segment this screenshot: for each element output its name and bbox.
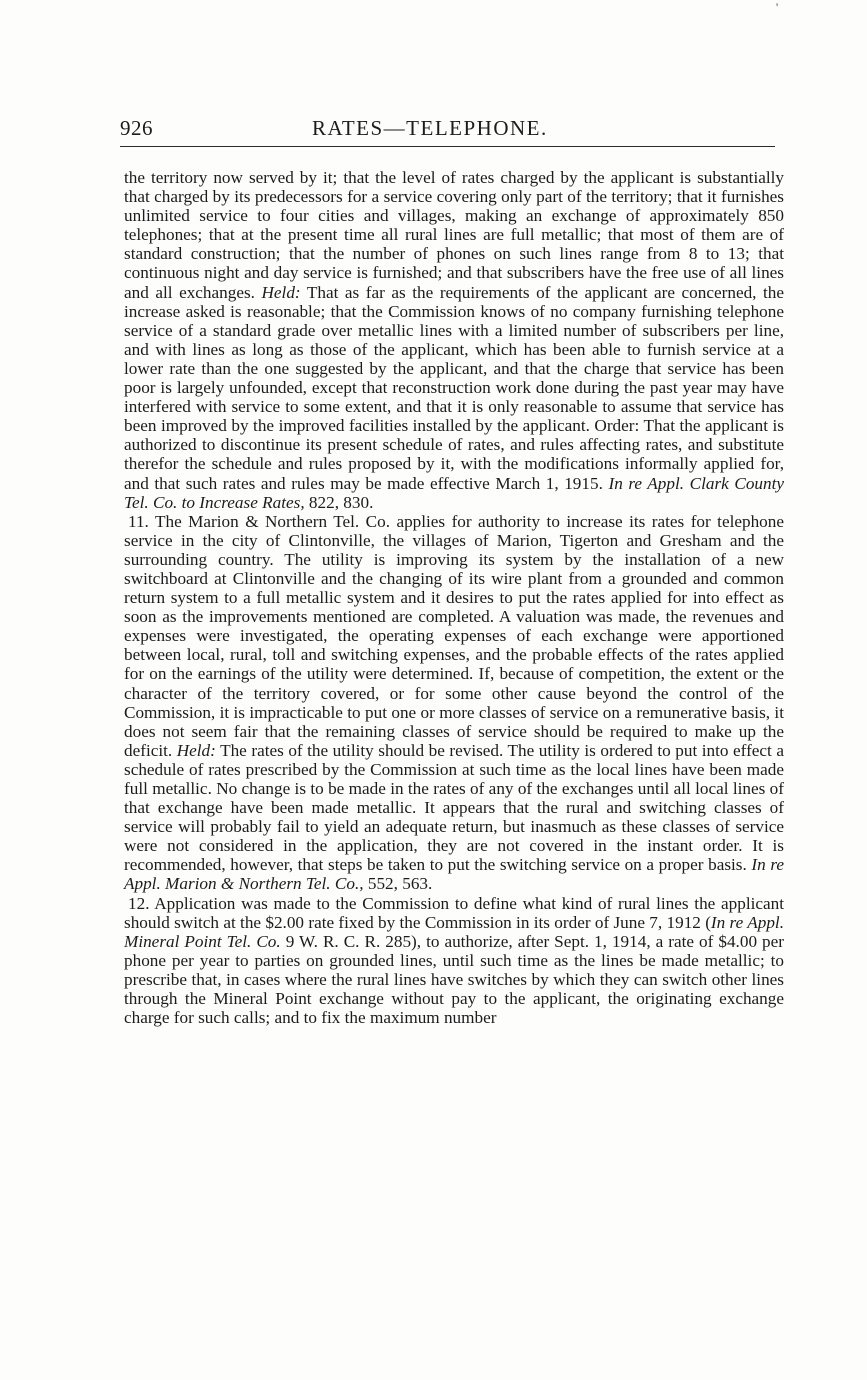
- paragraph-p-continued: [124, 168, 784, 512]
- italic-citation: In re Appl. Mineral Point Tel. Co.: [124, 912, 784, 951]
- page-header: [120, 116, 775, 148]
- text-segment: 9 W. R. C. R. 285), to authorize, after Sept. 1, 1914, a rate of $4.00 per phone per year to parties on grounded lines, until such time as the lines be made metallic; to prescribe that, in cases where the rural lines have switches by which they can switch other lines through the Mineral Point exchange without pay to the applicant, the originating exchange charge for such calls; and to fix the maximum number: [124, 931, 784, 1028]
- page-number: 926: [120, 116, 153, 140]
- text-segment: 11. The Marion & Northern Tel. Co. applies for authority to increase its rates for telephone service in the city of Clintonville, the villages of Marion, Tigerton and Gresham and the surrounding country. The utility is improving its system by the installation of a new switchboard at Clintonville and the changing of its wire plant from a grounded and common return system to a full metallic system and it desires to put the rates applied for into effect as soon as the improvements mentioned are completed. A valuation was made, the revenues and expenses were investigated, the operating expenses of each exchange were apportioned between local, rural, toll and switching expenses, and the probable effects of the rates applied for on the earnings of the utility were determined. If, because of competition, the extent or the character of the territory covered, or for some other cause beyond the control of the Commission, it is impracticable to put one or more classes of service on a remunerative basis, it does not seem fair that the remaining classes of service should be required to make up the deficit.: [124, 511, 784, 760]
- running-head: RATES—TELEPHONE.: [312, 116, 548, 140]
- paragraph-p-11: [124, 512, 784, 894]
- paragraph-p-12: [124, 894, 784, 1028]
- italic-citation: In re Appl. Marion & Northern Tel. Co.,: [124, 855, 784, 894]
- corner-mark: ': [776, 0, 779, 14]
- body-text: [124, 168, 784, 1027]
- italic-citation: Held:: [176, 740, 216, 760]
- italic-citation: In re Appl. Clark County Tel. Co. to Increase Rates,: [124, 473, 785, 512]
- text-segment: That as far as the requirements of the applicant are concerned, the increase asked is reasonable; that the Commission knows of no company furnishing telephone service of a standard grade over metallic lines with a limited number of subscribers per line, and with lines as long as those of the applicant, which has been able to furnish service at a lower rate than the one suggested by the applicant, and that the charge that service has been poor is largely unfounded, except that reconstruction work done during the past year may have interfered with service to some extent, and that it is only reasonable to assume that service has been improved by the improved facilities installed by the applicant. Order: That the applicant is authorized to discontinue its present schedule of rates, and rules affecting rates, and substitute therefor the schedule and rules proposed by it, with the modifications informally applied for, and that such rates and rules may be made effective March 1, 1915.: [124, 282, 785, 493]
- italic-citation: Held:: [261, 282, 301, 302]
- header-rule: [120, 146, 775, 147]
- text-segment: 822, 830.: [304, 492, 374, 512]
- text-segment: The rates of the utility should be revised. The utility is ordered to put into effect a schedule of rates prescribed by the Commission at such time as the local lines have been made full metallic. No change is to be made in the rates of any of the exchanges until all local lines of that exchange have been made metallic. It appears that the rural and switching classes of service will probably fail to yield an adequate return, but inasmuch as these classes of service were not considered in the application, they are not covered in the instant order. It is recommended, however, that steps be taken to put the switching service on a proper basis.: [124, 740, 784, 875]
- text-segment: 12. Application was made to the Commission to define what kind of rural lines the applicant should switch at the $2.00 rate fixed by the Commission in its order of June 7, 1912 (: [124, 893, 784, 932]
- text-segment: 552, 563.: [363, 874, 433, 894]
- text-segment: the territory now served by it; that the level of rates charged by the applicant is substantially that charged by its predecessors for a service covering only part of the territory; that it furnishes unlimited service to four cities and villages, making an exchange of approximately 850 telephones; that at the present time all rural lines are full metallic; that most of them are of standard construction; that the number of phones on such lines range from 8 to 13; that continuous night and day service is furnished; and that subscribers have the free use of all lines and all exchanges.: [124, 168, 784, 302]
